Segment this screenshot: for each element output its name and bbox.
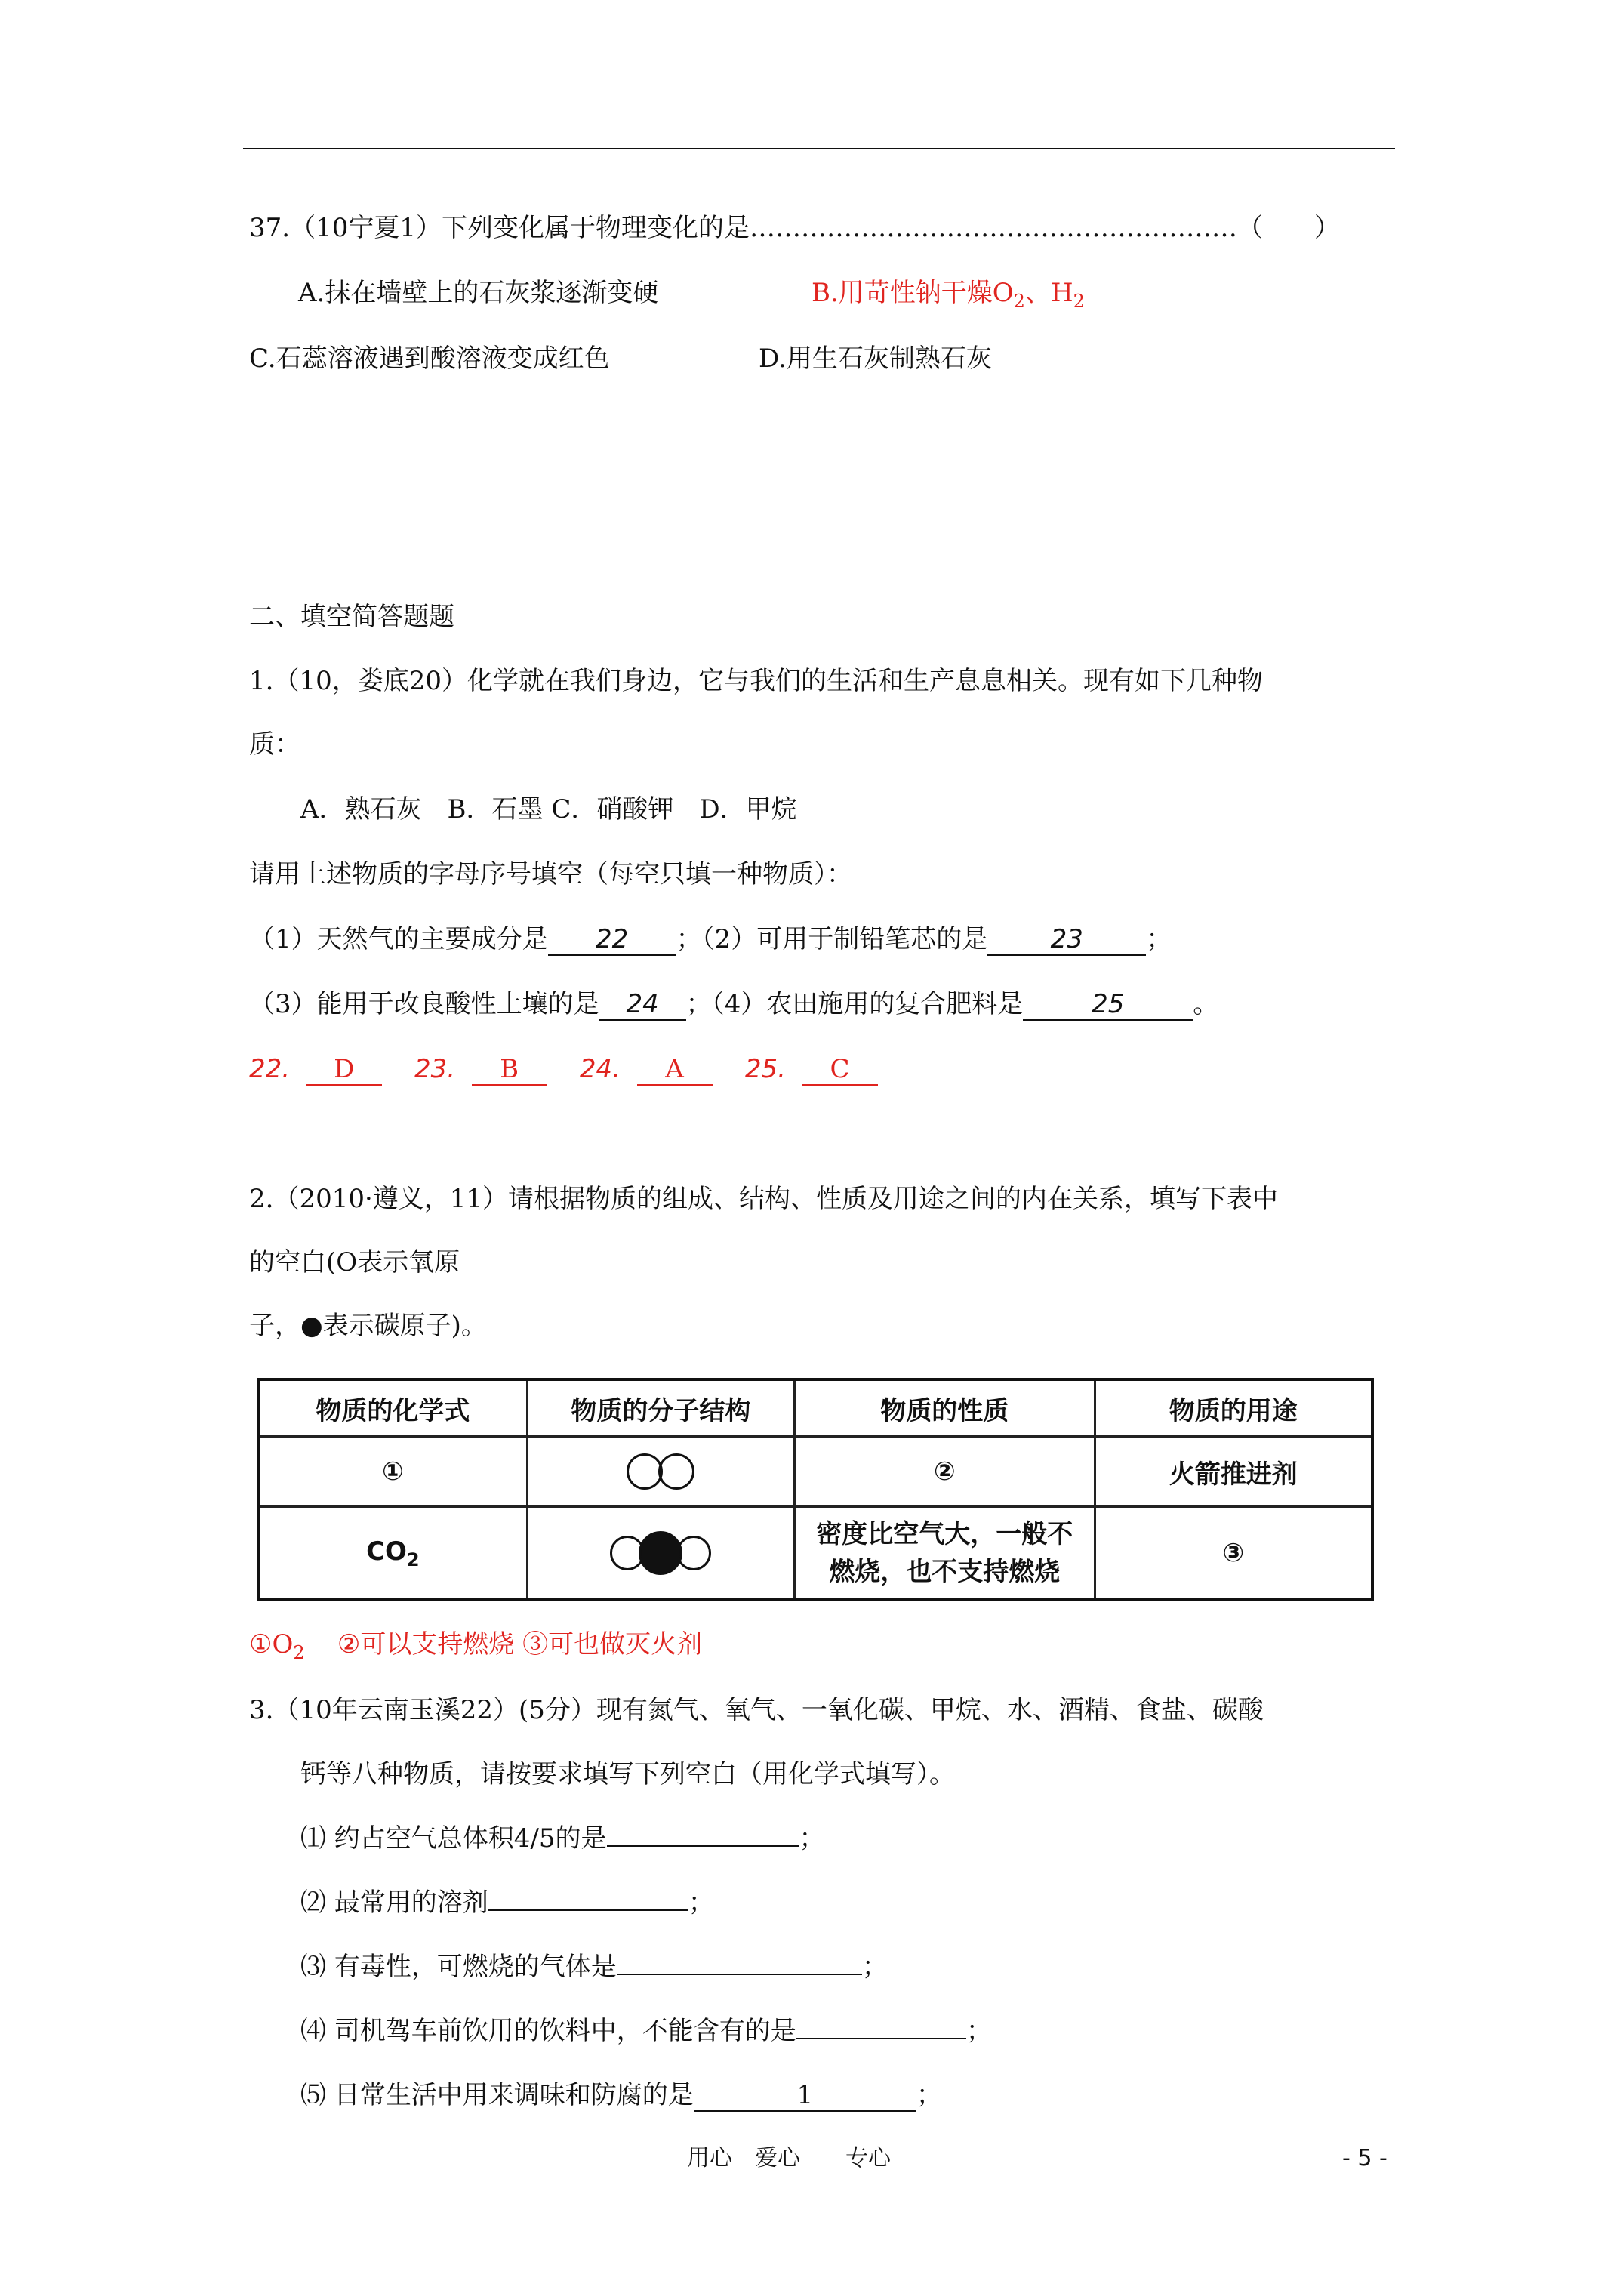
table-cell: ③: [1095, 1507, 1372, 1601]
page-number: - 5 -: [1342, 2145, 1387, 2171]
table-cell: ①: [258, 1437, 527, 1507]
q3-stem-line1: 3.（10年云南玉溪22）(5分）现有氮气、氧气、一氧化碳、甲烷、水、酒精、食盐、碳酸: [249, 1695, 1264, 1725]
q3-item: ⑶ 有毒性，可燃烧的气体是 ；: [300, 1952, 888, 1982]
q1-line1: （1）天然气的主要成分是 22 ；（2）可用于制铅笔芯的是 23 ；: [249, 924, 1172, 954]
section-title: 二、填空简答题题: [249, 602, 454, 632]
table-header: 物质的用途: [1095, 1379, 1372, 1437]
q37-option-d: D.用生石灰制熟石灰: [759, 344, 992, 374]
o2-molecule-diagram: [527, 1437, 794, 1507]
blank-25: 25: [1023, 989, 1193, 1021]
q2-stem-line2: 的空白(O表示氧原: [249, 1247, 460, 1277]
oxygen-atom-icon: [658, 1453, 694, 1490]
q1-line2: （3）能用于改良酸性土壤的是 24 ；（4）农田施用的复合肥料是 25 。: [249, 989, 1219, 1019]
q1-answers: 22. D 23. B 24. A 25. C: [249, 1054, 878, 1086]
blank-24: 24: [599, 989, 686, 1021]
table-cell: $CO_2$: [258, 1507, 527, 1601]
q3-stem-line2: 钙等八种物质，请按要求填写下列空白（用化学式填写）。: [300, 1759, 955, 1789]
table-header: 物质的性质: [794, 1379, 1095, 1437]
q1-stem-line1: 1.（10，娄底20）化学就在我们身边，它与我们的生活和生产息息相关。现有如下几种物: [249, 666, 1263, 696]
q37-stem: 37.（10宁夏1）下列变化属于物理变化的是…………………………………………………（ ）: [249, 213, 1340, 243]
q37-option-b: B.用苛性钠干燥$O_2$、$H_2$: [812, 278, 1085, 312]
footer-slogan: 用心 爱心 专心: [687, 2145, 891, 2171]
q3-item: ⑴ 约占空气总体积4/5的是 ；: [300, 1823, 825, 1854]
blank-23: 23: [987, 924, 1146, 956]
header-rule: [243, 148, 1395, 149]
table-cell: ②: [794, 1437, 1095, 1507]
q1-stem-line2: 质：: [249, 729, 300, 760]
q3-item: ⑷ 司机驾车前饮用的饮料中，不能含有的是 ；: [300, 2016, 992, 2046]
table-header: 物质的分子结构: [527, 1379, 794, 1437]
table-cell: 密度比空气大，一般不 燃烧，也不支持燃烧: [794, 1507, 1095, 1601]
table-header: 物质的化学式: [258, 1379, 527, 1437]
q2-stem-line1: 2.（2010·遵义，11）请根据物质的组成、结构、性质及用途之间的内在关系，填写下表中: [249, 1184, 1279, 1214]
q1-instruction: 请用上述物质的字母序号填空（每空只填一种物质）：: [249, 859, 852, 889]
q2-stem-line3: 子，●表示碳原子)。: [249, 1311, 487, 1341]
table-cell: 火箭推进剂: [1095, 1437, 1372, 1507]
q37-option-a: A.抹在墙壁上的石灰浆逐渐变硬: [298, 278, 659, 308]
substance-table: [257, 1378, 1374, 1601]
carbon-atom-icon: [639, 1531, 682, 1575]
q3-item: ⑸ 日常生活中用来调味和防腐的是 1 ；: [300, 2080, 942, 2110]
oxygen-atom-icon: [627, 1453, 663, 1490]
blank-22: 22: [548, 924, 676, 956]
q2-answer: $①O_2$ ②可以支持燃烧 ③可也做灭火剂: [249, 1629, 703, 1663]
q3-item: ⑵ 最常用的溶剂 ；: [300, 1888, 714, 1918]
co2-molecule-diagram: [527, 1507, 794, 1601]
q37-option-c: C.石蕊溶液遇到酸溶液变成红色: [249, 344, 610, 374]
q1-options: A．熟石灰 B．石墨 C．硝酸钾 D．甲烷: [300, 794, 797, 824]
